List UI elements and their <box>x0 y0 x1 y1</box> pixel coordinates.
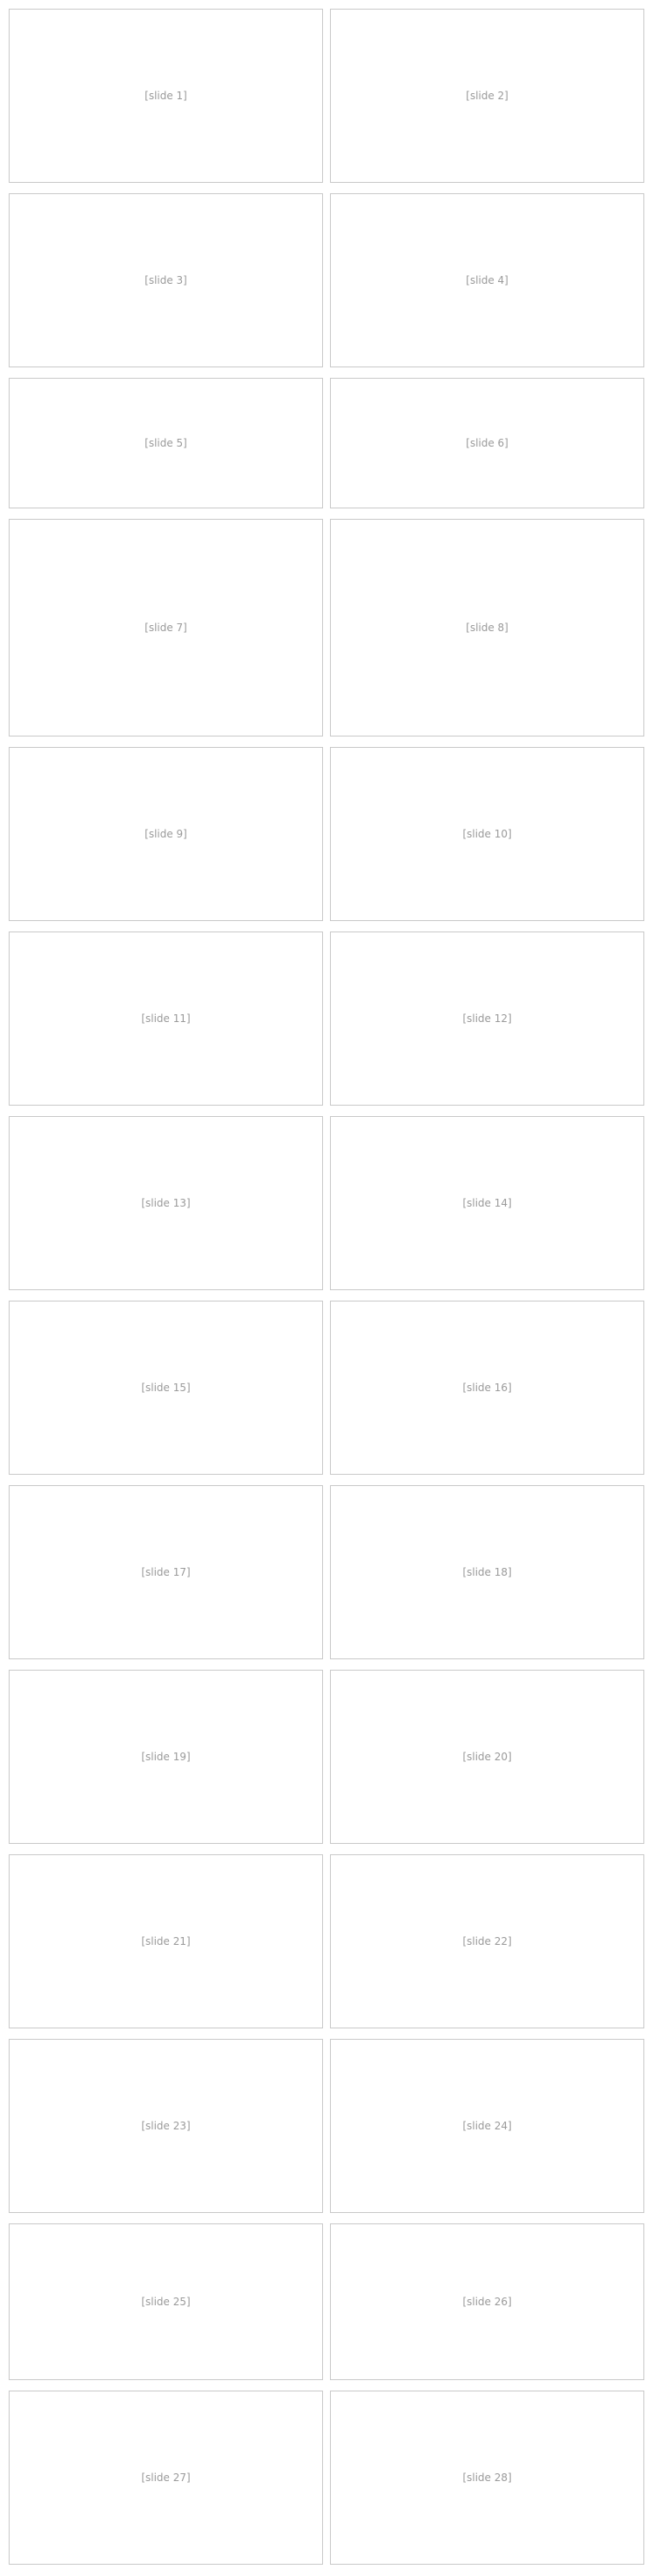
slide-10-placeholder: [slide 10] <box>462 828 512 840</box>
slide-28[interactable] <box>330 2391 644 2565</box>
slide-17-placeholder: [slide 17] <box>141 1566 191 1578</box>
slide-16-placeholder: [slide 16] <box>462 1382 512 1394</box>
slide-22-placeholder: [slide 22] <box>462 1935 512 1947</box>
slide-14-placeholder: [slide 14] <box>462 1197 512 1209</box>
slide-5[interactable] <box>9 378 323 508</box>
slide-14[interactable] <box>330 1116 644 1290</box>
slide-8[interactable] <box>330 519 644 736</box>
slide-7-placeholder: [slide 7] <box>145 622 187 634</box>
slide-26-placeholder: [slide 26] <box>462 2296 512 2308</box>
slide-25-placeholder: [slide 25] <box>141 2296 191 2308</box>
slide-15[interactable] <box>9 1301 323 1475</box>
slide-20-placeholder: [slide 20] <box>462 1751 512 1763</box>
slide-8-placeholder: [slide 8] <box>466 622 508 634</box>
slide-19-placeholder: [slide 19] <box>141 1751 191 1763</box>
slide-1-placeholder: [slide 1] <box>145 90 187 102</box>
slide-2[interactable] <box>330 9 644 183</box>
slide-13[interactable] <box>9 1116 323 1290</box>
slide-10[interactable] <box>330 747 644 921</box>
slide-6-placeholder: [slide 6] <box>466 437 508 449</box>
slide-19[interactable] <box>9 1670 323 1844</box>
slide-23-placeholder: [slide 23] <box>141 2120 191 2132</box>
slide-18[interactable] <box>330 1485 644 1659</box>
slide-6[interactable] <box>330 378 644 508</box>
slide-13-placeholder: [slide 13] <box>141 1197 191 1209</box>
slide-12-placeholder: [slide 12] <box>462 1012 512 1025</box>
slide-18-placeholder: [slide 18] <box>462 1566 512 1578</box>
slide-3[interactable] <box>9 193 323 367</box>
slide-5-placeholder: [slide 5] <box>145 437 187 449</box>
slide-4-placeholder: [slide 4] <box>466 274 508 286</box>
slide-1[interactable] <box>9 9 323 183</box>
slide-11[interactable] <box>9 932 323 1106</box>
slide-16[interactable] <box>330 1301 644 1475</box>
slide-12[interactable] <box>330 932 644 1106</box>
slide-27-placeholder: [slide 27] <box>141 2472 191 2484</box>
slide-21[interactable] <box>9 1854 323 2028</box>
slide-21-placeholder: [slide 21] <box>141 1935 191 1947</box>
slide-28-placeholder: [slide 28] <box>462 2472 512 2484</box>
slide-27[interactable] <box>9 2391 323 2565</box>
slide-26[interactable] <box>330 2223 644 2380</box>
slide-9[interactable] <box>9 747 323 921</box>
slide-7[interactable] <box>9 519 323 736</box>
slide-20[interactable] <box>330 1670 644 1844</box>
slide-11-placeholder: [slide 11] <box>141 1012 191 1025</box>
slide-22[interactable] <box>330 1854 644 2028</box>
slide-3-placeholder: [slide 3] <box>145 274 187 286</box>
slide-24-placeholder: [slide 24] <box>462 2120 512 2132</box>
slide-24[interactable] <box>330 2039 644 2213</box>
slide-9-placeholder: [slide 9] <box>145 828 187 840</box>
slide-23[interactable] <box>9 2039 323 2213</box>
slide-25[interactable] <box>9 2223 323 2380</box>
slide-15-placeholder: [slide 15] <box>141 1382 191 1394</box>
slide-17[interactable] <box>9 1485 323 1659</box>
slide-4[interactable] <box>330 193 644 367</box>
slide-2-placeholder: [slide 2] <box>466 90 508 102</box>
